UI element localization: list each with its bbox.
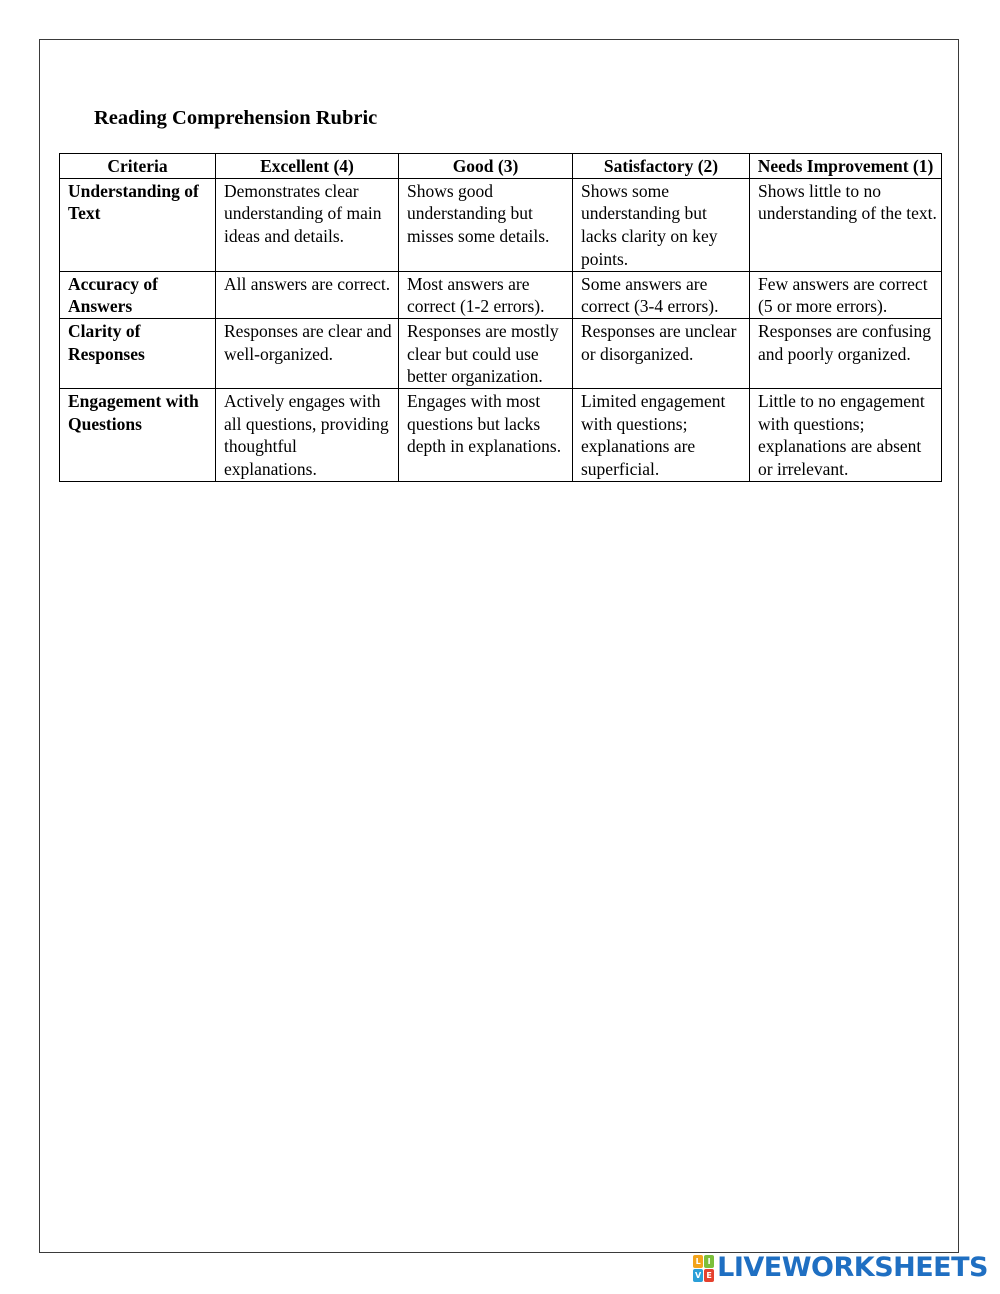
logo-letter-l: L: [693, 1255, 703, 1268]
header-good: Good (3): [399, 154, 573, 179]
criterion-cell: Accuracy of Answers: [60, 271, 216, 318]
rating-cell: Responses are clear and well-organized.: [216, 318, 399, 388]
liveworksheets-wordmark: LIVEWORKSHEETS: [717, 1252, 988, 1283]
rating-cell: Some answers are correct (3-4 errors).: [573, 271, 750, 318]
rating-cell: Shows little to no understanding of the text.: [750, 178, 942, 271]
liveworksheets-logo[interactable]: [693, 1253, 988, 1283]
rating-cell: Responses are confusing and poorly organized.: [750, 318, 942, 388]
rating-cell: Limited engagement with questions; explanations are superficial.: [573, 389, 750, 482]
table-row: [60, 178, 942, 271]
header-excellent: Excellent (4): [216, 154, 399, 179]
rating-cell: Shows good understanding but misses some details.: [399, 178, 573, 271]
header-criteria: Criteria: [60, 154, 216, 179]
rating-cell: Responses are mostly clear but could use better organization.: [399, 318, 573, 388]
header-needs-improvement: Needs Improvement (1): [750, 154, 942, 179]
criterion-cell: Engagement with Questions: [60, 389, 216, 482]
rating-cell: Demonstrates clear understanding of main ideas and details.: [216, 178, 399, 271]
rating-cell: Actively engages with all questions, providing thoughtful explanations.: [216, 389, 399, 482]
rating-cell: All answers are correct.: [216, 271, 399, 318]
rubric-table: [59, 153, 942, 482]
table-row: [60, 271, 942, 318]
rating-cell: Shows some understanding but lacks clarity on key points.: [573, 178, 750, 271]
logo-letter-i: I: [704, 1255, 714, 1268]
rating-cell: Responses are unclear or disorganized.: [573, 318, 750, 388]
liveworksheets-logo-icon: [693, 1255, 713, 1281]
header-satisfactory: Satisfactory (2): [573, 154, 750, 179]
table-row: [60, 389, 942, 482]
table-row: [60, 318, 942, 388]
rating-cell: Little to no engagement with questions; explanations are absent or irrelevant.: [750, 389, 942, 482]
logo-letter-e: E: [704, 1269, 714, 1282]
rating-cell: Engages with most questions but lacks depth in explanations.: [399, 389, 573, 482]
rating-cell: Most answers are correct (1-2 errors).: [399, 271, 573, 318]
criterion-cell: Understanding of Text: [60, 178, 216, 271]
document-title: Reading Comprehension Rubric: [94, 107, 378, 129]
rating-cell: Few answers are correct (5 or more errors).: [750, 271, 942, 318]
logo-letter-v: V: [695, 1271, 702, 1280]
criterion-cell: Clarity of Responses: [60, 318, 216, 388]
header-row: [60, 154, 942, 179]
